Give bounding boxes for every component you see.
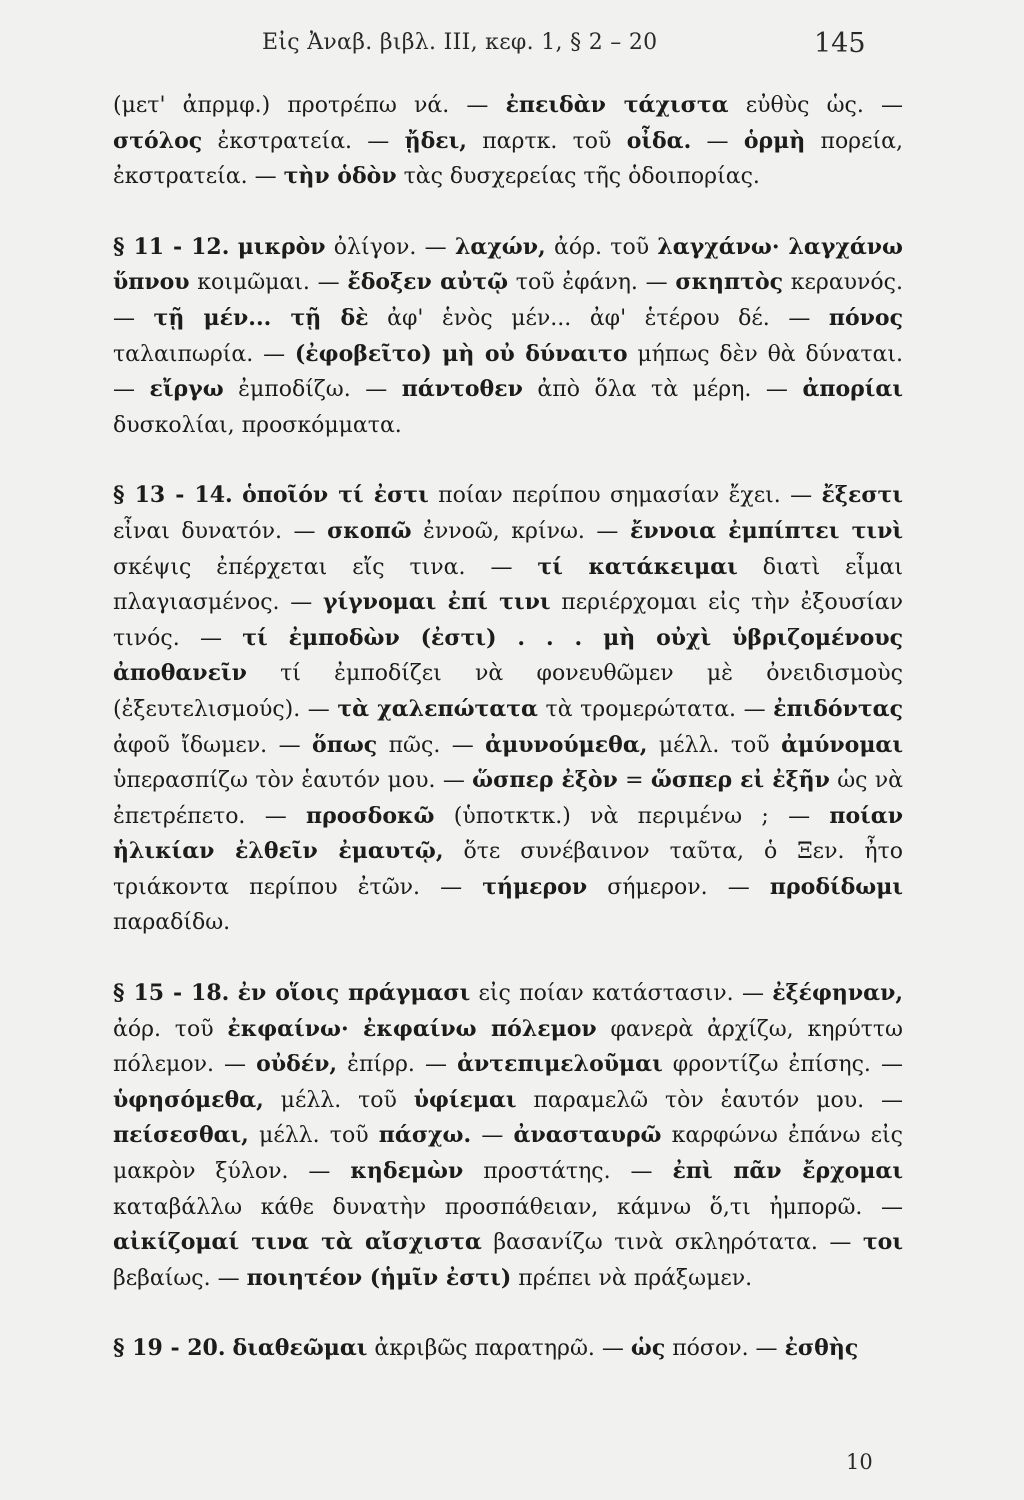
gloss: ὡς νὰ ἐπετρέπετο. —: [113, 768, 904, 829]
lemma: τῇ μέν... τῇ δὲ: [153, 304, 369, 331]
gloss: τὰς δυσχερείας τῆς ὁδοιπορίας.: [396, 164, 760, 190]
lemma: ἀντεπιμελοῦμαι: [457, 1051, 663, 1078]
gloss: βασανίζω τινὰ σκληρότατα. —: [481, 1230, 863, 1256]
lemma: ἀνασταυρῶ: [513, 1122, 662, 1149]
gloss: ἐννοῶ, κρίνω. —: [411, 518, 630, 544]
section-reference: § 15 - 18.: [113, 980, 230, 1007]
lemma: πόνος: [828, 304, 903, 331]
lemma: πείσεσθαι,: [113, 1122, 249, 1149]
lemma: οὐδέν,: [256, 1051, 338, 1078]
lemma: ποιητέον (ἡμῖν ἐστι): [246, 1264, 512, 1291]
gloss: φροντίζω ἐπίσης. —: [662, 1052, 903, 1078]
gloss: διατὶ εἶμαι πλαγιασμένος. —: [113, 554, 903, 616]
lemma: λαχών,: [454, 233, 546, 260]
lemma: τὴν ὁδὸν: [283, 163, 397, 190]
gloss: =: [617, 768, 651, 794]
gloss: ἀκριβῶς παρατηρῶ. —: [367, 1336, 631, 1362]
lemma: ᾔδει,: [404, 127, 467, 154]
gloss: παραδίδω.: [113, 910, 231, 936]
gloss: φανερὰ ἀρχίζω, κηρύττω πόλεμον. —: [113, 1016, 903, 1078]
gloss: ἀπὸ ὅλα τὰ μέρη. —: [522, 377, 803, 403]
gloss: σήμερον. —: [587, 874, 770, 900]
gloss: εὐθὺς ὡς. —: [728, 93, 903, 118]
lemma: σκηπτὸς: [675, 269, 784, 296]
gloss: σκέψις ἐπέρχεται εἴς τινα. —: [113, 554, 538, 580]
lemma: διαθεῶμαι: [232, 1335, 368, 1362]
gloss: πῶς. —: [377, 732, 486, 758]
lemma: ἐν οἵοις πράγμασι: [237, 980, 471, 1007]
gloss: μήπως δὲν θὰ δύναται. —: [113, 341, 903, 403]
section-reference: § 13 - 14.: [113, 482, 233, 509]
commentary-paragraph: [113, 1331, 903, 1367]
gloss: μέλλ. τοῦ: [647, 732, 782, 758]
lemma: ὑφησόμεθα,: [113, 1086, 264, 1113]
running-head: Εἰς Ἀναβ. βιβλ. ΙΙΙ, κεφ. 1, § 2 – 20: [262, 30, 658, 55]
gloss: (ὑποτκτκ.) νὰ περιμένω ; —: [434, 803, 830, 829]
gloss: κοιμῶμαι. —: [189, 270, 348, 296]
commentary-paragraph: [113, 478, 903, 941]
lemma: οἶδα.: [626, 127, 692, 154]
lemma: τὰ χαλεπώτατα: [337, 695, 538, 722]
gloss: πρέπει νὰ πράξωμεν.: [511, 1265, 753, 1291]
lemma: ἔννοια ἐμπίπτει τινὶ: [629, 517, 903, 544]
lemma: λαγχάνω· λαγχάνω ὕπνου: [113, 233, 903, 296]
lemma: ἐπιδόντας: [773, 695, 904, 722]
gloss: παραμελῶ τὸν ἑαυτόν μου. —: [516, 1087, 903, 1113]
commentary-paragraph: [113, 88, 903, 195]
lemma: ἐπειδὰν τάχιστα: [505, 92, 729, 118]
lemma: τί κατάκειμαι: [537, 553, 738, 580]
gloss: καρφώνω ἐπάνω εἰς μακρὸν ξύλον. —: [113, 1123, 903, 1185]
gloss: βεβαίως. —: [113, 1265, 247, 1291]
lemma: ἔδοξεν αὐτῷ: [347, 269, 509, 296]
lemma: εἴργω: [149, 376, 224, 403]
gloss: παρτκ. τοῦ: [466, 128, 627, 154]
lemma: στόλος: [113, 127, 203, 154]
lemma: ὁποῖόν τί ἐστι: [242, 482, 429, 509]
gloss: πορεία, ἐκστρατεία. —: [113, 128, 903, 190]
page-number: 145: [814, 28, 866, 59]
lemma: ἐπὶ πᾶν ἔρχομαι: [672, 1158, 903, 1185]
gloss: ὑπερασπίζω τὸν ἑαυτόν μου. —: [113, 768, 473, 794]
lemma: κηδεμὼν: [350, 1158, 464, 1185]
gloss: εἶναι δυνατόν. —: [113, 518, 328, 544]
gloss: τοῦ ἐφάνη. —: [508, 270, 676, 296]
lemma: τήμερον: [482, 873, 588, 900]
lemma: πάσχω.: [378, 1122, 472, 1149]
lemma: προσδοκῶ: [306, 802, 435, 829]
gloss: ἐμποδίζω. —: [223, 377, 402, 403]
lemma: ἐσθὴς: [784, 1335, 859, 1362]
lemma: μικρὸν: [237, 233, 326, 260]
gloss: περιέρχομαι εἰς τὴν ἐξουσίαν τινός. —: [113, 590, 904, 651]
gloss: ἐκστρατεία. —: [202, 128, 405, 154]
lemma: τί ἐμποδὼν (ἐστι) . . . μὴ οὐχὶ ὑβριζομένους ἀποθανεῖν: [113, 624, 903, 687]
lemma: ἀπορίαι: [802, 376, 903, 403]
gloss: ἀόρ. τοῦ: [545, 234, 658, 260]
lemma: προδίδωμι: [769, 873, 904, 900]
gloss: μέλλ. τοῦ: [248, 1123, 379, 1149]
gloss: ποίαν περίπου σημασίαν ἔχει. —: [428, 483, 822, 509]
lemma: ὥσπερ ἐξὸν: [472, 767, 618, 794]
gloss: μέλλ. τοῦ: [263, 1087, 414, 1113]
gloss: τί ἐμποδίζει νὰ φονευθῶμεν μὲ ὀνειδισμοὺς (ἐξευτελισμούς). —: [113, 661, 903, 722]
lemma: ἀμύνομαι: [781, 731, 903, 758]
gloss: προστάτης. —: [463, 1159, 673, 1185]
gloss: ὀλίγον. —: [325, 234, 455, 260]
lemma: ὑφίεμαι: [413, 1086, 517, 1113]
commentary-text: [113, 88, 903, 1367]
lemma: ἐκφαίνω· ἐκφαίνω πόλεμον: [227, 1015, 597, 1042]
lemma: πάντοθεν: [401, 376, 523, 403]
commentary-paragraph: [113, 230, 903, 444]
gloss: —: [691, 128, 744, 154]
gloss: ἀφ' ἑνὸς μέν... ἀφ' ἑτέρου δέ. —: [368, 305, 829, 331]
commentary-paragraph: [113, 976, 903, 1296]
lemma: ποίαν ἡλικίαν ἐλθεῖν ἐμαυτῷ,: [113, 802, 903, 865]
gloss: ὅτε συνέβαινον ταῦτα, ὁ Ξεν. ἦτο τριάκοντα περίπου ἐτῶν. —: [113, 839, 904, 900]
lemma: ἀμυνούμεθα,: [485, 731, 648, 758]
lemma: ὥσπερ εἰ ἐξῆν: [650, 767, 830, 794]
lemma: (ἐφοβεῖτο) μὴ οὐ δύναιτο: [294, 340, 628, 367]
section-reference: § 19 - 20.: [113, 1335, 226, 1362]
lemma: σκοπῶ: [327, 517, 412, 544]
gloss: τὰ τρομερώτατα. —: [537, 696, 774, 722]
lemma: ὁρμὴ: [743, 127, 806, 154]
gloss: ἀφοῦ ἴδωμεν. —: [113, 732, 313, 758]
lemma: ἔξεστι: [821, 482, 903, 509]
gloss: ἀόρ. τοῦ: [113, 1016, 228, 1042]
gloss: καταβάλλω κάθε δυνατὴν προσπάθειαν, κάμνω ὅ,τι ἠμπορῶ. —: [113, 1194, 903, 1220]
lemma: γίγνομαι ἐπί τινι: [322, 589, 551, 616]
lemma: τοι: [862, 1229, 903, 1256]
lemma: ὡς: [630, 1335, 666, 1362]
lemma: ἐξέφηναν,: [772, 980, 904, 1007]
gloss: πόσον. —: [665, 1336, 785, 1362]
gloss: εἰς ποίαν κατάστασιν. —: [470, 981, 773, 1007]
section-reference: § 11 - 12.: [113, 233, 230, 260]
gloss: ταλαιπωρία. —: [113, 341, 295, 367]
lemma: ὅπως: [312, 731, 378, 758]
lemma: αἰκίζομαί τινα τὰ αἴσχιστα: [113, 1229, 482, 1256]
gloss: —: [471, 1123, 514, 1149]
gloss: κεραυνός. —: [113, 270, 903, 331]
gloss: ἐπίρρ. —: [337, 1052, 458, 1078]
signature-mark: 10: [846, 1450, 873, 1474]
gloss: (μετ' ἀπρμφ.) προτρέπω νά. —: [113, 93, 506, 118]
gloss: δυσκολίαι, προσκόμματα.: [113, 412, 402, 438]
